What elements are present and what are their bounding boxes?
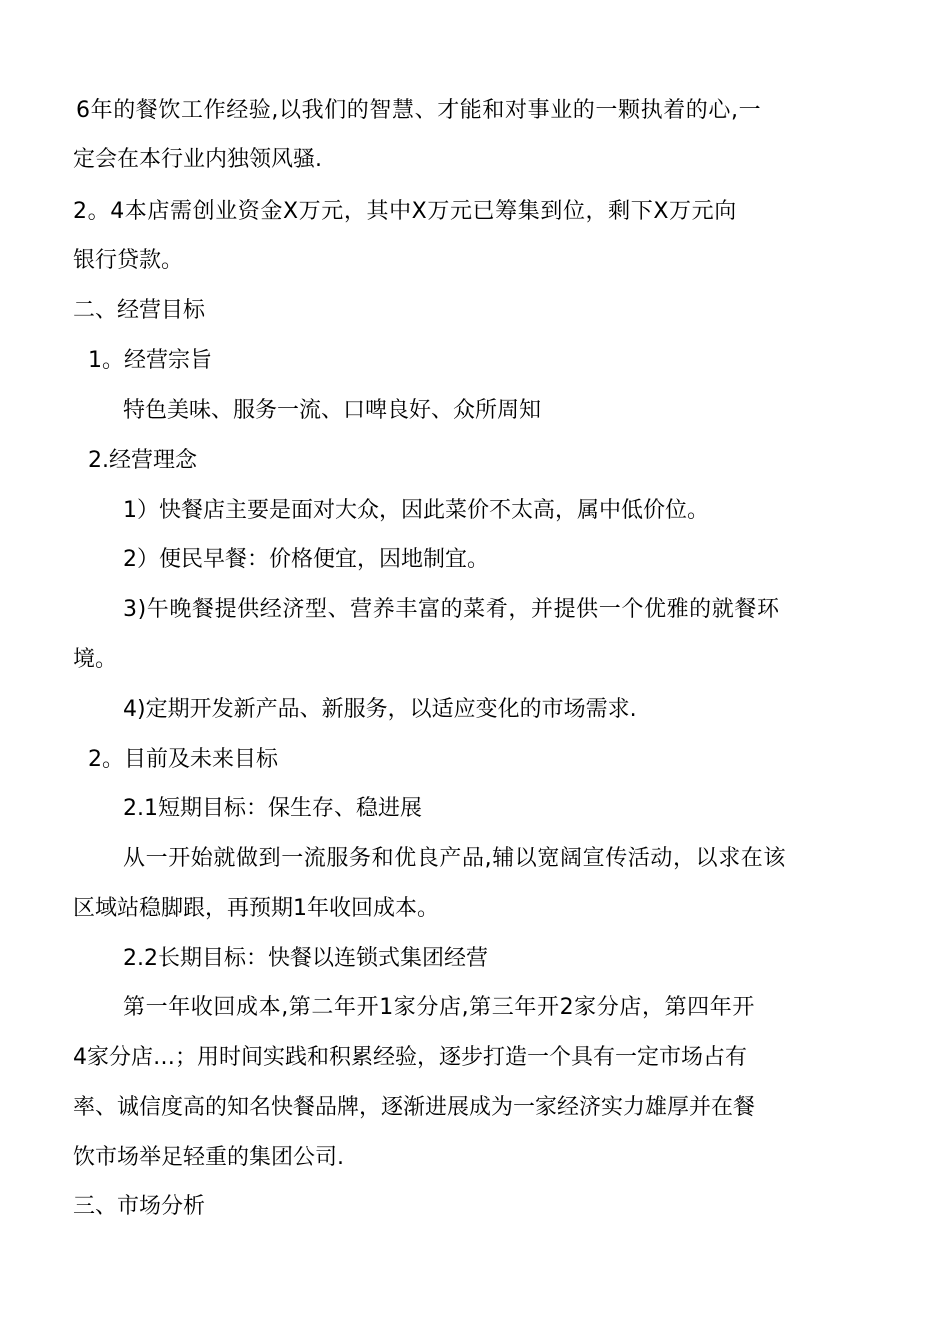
paragraph-line: 特色美味、服务一流、口啤良好、众所周知 xyxy=(123,398,542,423)
subsection-heading: 2.经营理念 xyxy=(88,448,197,473)
list-item: 境。 xyxy=(73,647,118,672)
subsection-heading: 2.1短期目标：保生存、稳进展 xyxy=(123,796,422,821)
section-heading: 三、市场分析 xyxy=(73,1194,206,1219)
paragraph-line: 6年的餐饮工作经验,以我们的智慧、才能和对事业的一颗执着的心,一 xyxy=(76,98,762,123)
list-item: 3)午晚餐提供经济型、营养丰富的菜肴，并提供一个优雅的就餐环 xyxy=(123,597,780,622)
paragraph-line: 4家分店…；用时间实践和积累经验，逐步打造一个具有一定市场占有 xyxy=(73,1045,747,1070)
list-item: 1）快餐店主要是面对大众，因此菜价不太高，属中低价位。 xyxy=(123,498,709,523)
paragraph-line: 银行贷款。 xyxy=(73,248,184,273)
paragraph-line: 定会在本行业内独领风骚. xyxy=(73,147,322,172)
paragraph-line: 饮市场举足轻重的集团公司. xyxy=(73,1145,344,1170)
paragraph-line: 第一年收回成本,第二年开1家分店,第三年开2家分店，第四年开 xyxy=(123,995,755,1020)
section-heading: 二、经营目标 xyxy=(73,298,206,323)
subsection-heading: 1。经营宗旨 xyxy=(88,348,212,373)
paragraph-line: 率、诚信度高的知名快餐品牌，逐渐进展成为一家经济实力雄厚并在餐 xyxy=(73,1095,756,1120)
subsection-heading: 2.2长期目标：快餐以连锁式集团经营 xyxy=(123,946,488,971)
subsection-heading: 2。目前及未来目标 xyxy=(88,747,278,772)
paragraph-line: 从一开始就做到一流服务和优良产品,辅以宽阔宣传活动，以求在该 xyxy=(123,846,786,871)
list-item: 2）便民早餐：价格便宜，因地制宜。 xyxy=(123,547,489,572)
paragraph-line: 2。4本店需创业资金X万元，其中X万元已筹集到位，剩下X万元向 xyxy=(73,199,737,224)
paragraph-line: 区域站稳脚跟，再预期1年收回成本。 xyxy=(73,896,439,921)
list-item: 4)定期开发新产品、新服务，以适应变化的市场需求. xyxy=(123,697,637,722)
